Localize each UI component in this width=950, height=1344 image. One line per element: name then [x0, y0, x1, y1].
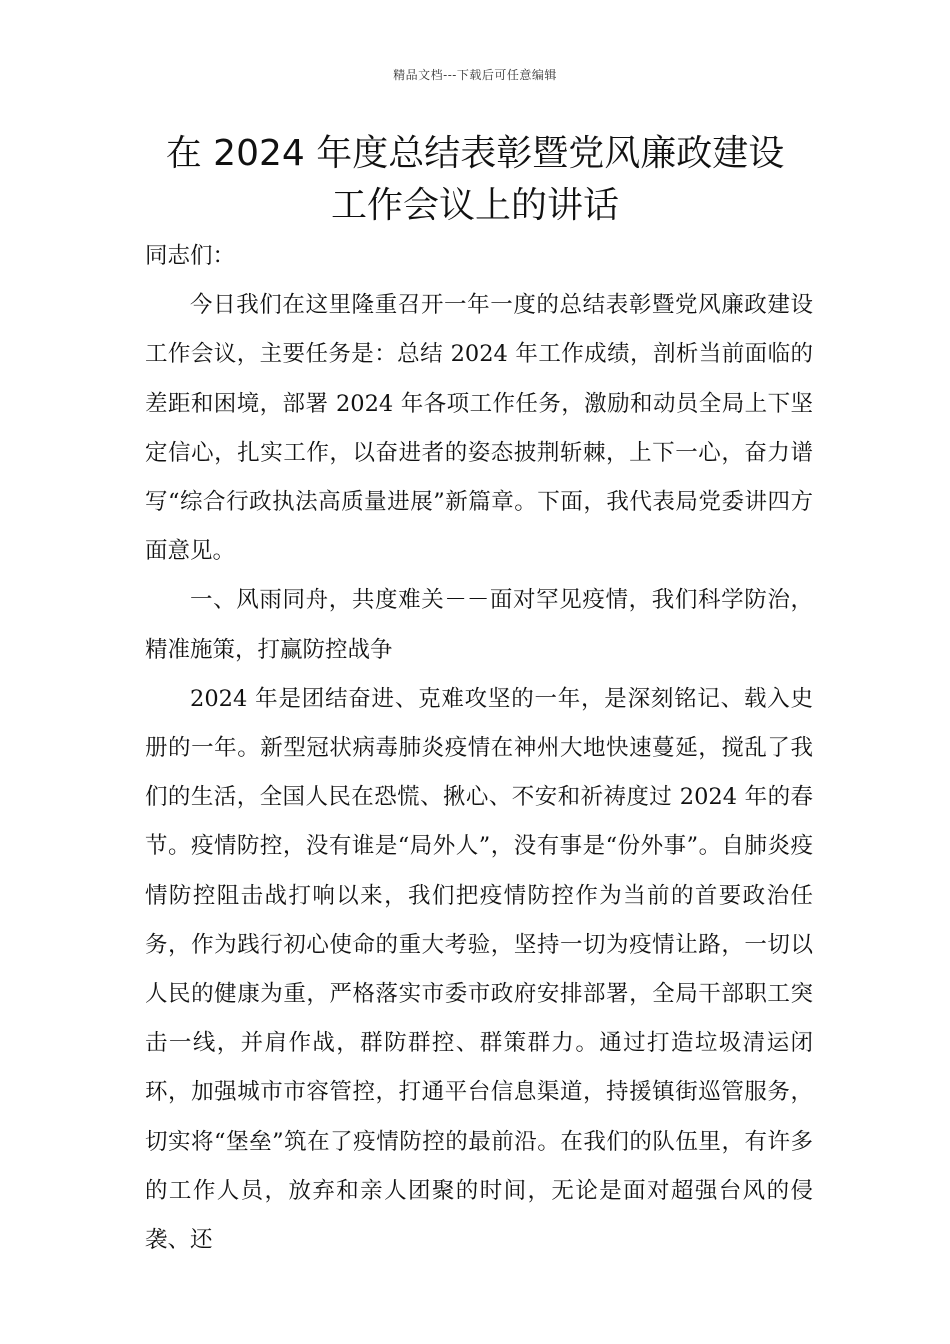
title-line-2: 工作会议上的讲话 [330, 185, 619, 226]
title-line-1: 在 2024 年度总结表彰暨党风廉政建设 [165, 133, 785, 174]
section-heading-1: 一、风雨同舟，共度难关－－面对罕见疫情，我们科学防治，精准施策，打赢防控战争 [145, 587, 813, 663]
document-body [145, 232, 813, 1265]
paragraph-intro: 今日我们在这里隆重召开一年一度的总结表彰暨党风廉政建设工作会议，主要任务是：总结 2024 年工作成绩，剖析当前面临的差距和困境，部署 2024 年各项工作任务，激励和动员全局上下坚定信心，扎实工作，以奋进者的姿态披荆斩棘，上下一心，奋力谱写“综合行政执法高质量进展”新篇章。下面，我代表局党委讲四方面意见。 [145, 292, 813, 565]
salutation: 同志们： [145, 243, 236, 269]
paragraph-section-1: 2024 年是团结奋进、克难攻坚的一年，是深刻铭记、载入史册的一年。新型冠状病毒肺炎疫情在神州大地快速蔓延，搅乱了我们的生活，全国人民在恐慌、揪心、不安和祈祷度过 2024 年的春节。疫情防控，没有谁是“局外人”，没有事是“份外事”。自肺炎疫情防控阻击战打响以来，我们把疫情防控作为当前的首要政治任务，作为践行初心使命的重大考验，坚持一切为疫情让路，一切以人民的健康为重，严格落实市委市政府安排部署，全局干部职工突击一线，并肩作战，群防群控、群策群力。通过打造垃圾清运闭环，加强城市市容管控，打通平台信息渠道，持援镇街巡管服务，切实将“堡垒”筑在了疫情防控的最前沿。在我们的队伍里，有许多的工作人员，放弃和亲人团聚的时间，无论是面对超强台风的侵袭、还 [145, 685, 813, 1254]
header-note: 精品文档---下载后可任意编辑 [393, 68, 557, 82]
document-title [95, 128, 855, 232]
